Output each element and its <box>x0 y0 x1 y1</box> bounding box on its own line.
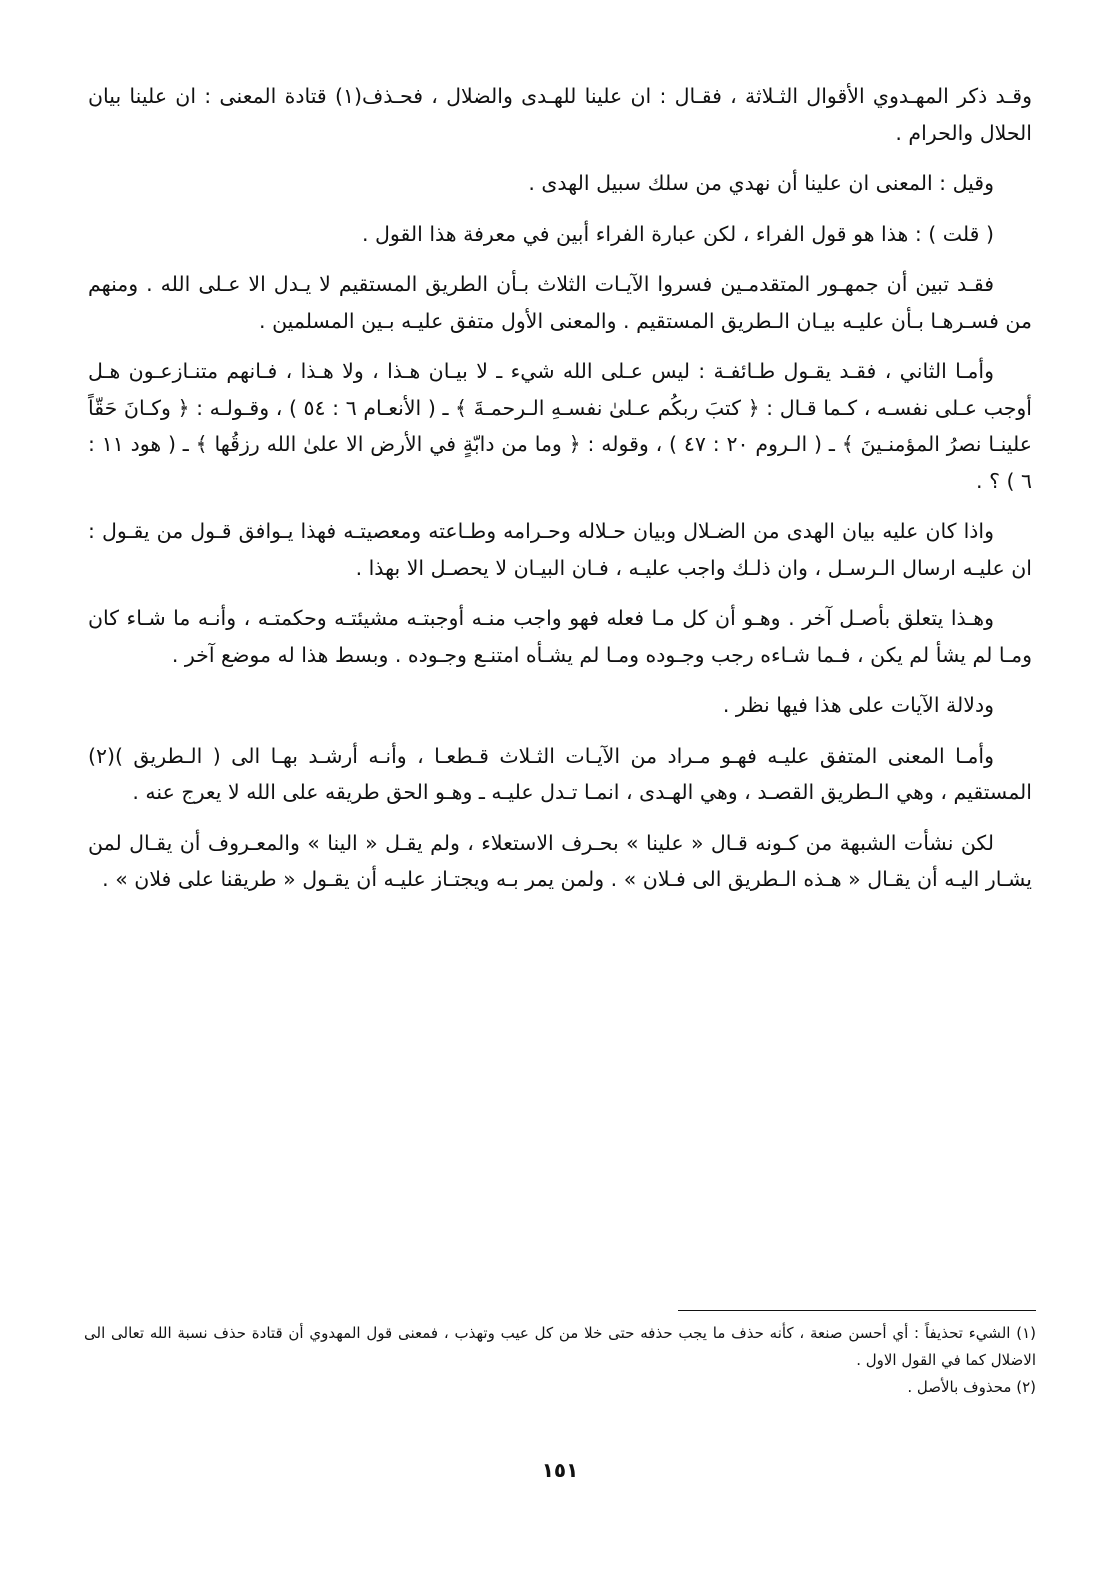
paragraph-1: وقـد ذكر المهـدوي الأقوال الثـلاثة ، فقـال : ان علينا للهـدى والضلال ، فحـذف(١) قتادة المعنى : ان علينا بيان الحلال والحرام . <box>88 84 1032 145</box>
page-number: ١٥١ <box>541 1458 579 1482</box>
main-text <box>88 78 1032 898</box>
paragraph-5: وأمـا الثاني ، فقـد يقـول طـائفـة : ليس عـلى الله شيء ـ لا بيـان هـذا ، ولا هـذا ، فـانهم متنـازعـون هـل أوجب عـلى نفسـه ، كـما قـال : ﴿ كتبَ ربكُم عـلىٰ نفسـهِ الـرحمـةَ ﴾ ـ ( الأنعـام ٦ : ٥٤ ) ، وقـولـه : ﴿ وكـانَ حَقّاً علينـا نصرُ المؤمنـينَ ﴾ ـ ( الـروم ٢٠ : ٤٧ ) ، وقوله : ﴿ وما من دابّةٍ في الأرض الا علىٰ الله رزقُها ﴾ ـ ( هود ١١ : ٦ ) ؟ . <box>88 359 1032 493</box>
paragraph-3: ( قلت ) : هذا هو قول الفراء ، لكن عبارة الفراء أبين في معرفة هذا القول . <box>362 221 994 246</box>
footnotes <box>84 1320 1036 1401</box>
paragraph-7: وهـذا يتعلق بأصـل آخر . وهـو أن كل مـا فعله فهو واجب منـه أوجبتـه مشيئتـه وحكمتـه ، وأنـه ما شـاء كان ومـا لم يشأ لم يكن ، فـما شـاءه رجب وجـوده ومـا لم يشـأه امتنـع وجـوده . وبسط هذا له موضع آخر . <box>88 606 1032 667</box>
paragraph-4: فقـد تبين أن جمهـور المتقدمـين فسروا الآيـات الثلاث بـأن الطريق المستقيم لا يـدل الا عـلى الله . ومنهم من فسـرهـا بـأن عليـه بيـان الـطريق المستقيم . والمعنى الأول متفق عليـه بـين المسلمين . <box>88 272 1032 333</box>
paragraph-9: وأمـا المعنى المتفق عليـه فهـو مـراد من الآيـات الثـلاث قـطعـا ، وأنـه أرشـد بهـا الى ( الـطريق )(٢) المستقيم ، وهي الـطريق القصـد ، وهي الهـدى ، انمـا تـدل عليـه ـ وهـو الحق طريقه على الله لا يعرج عنه . <box>88 743 1032 804</box>
footnote-divider <box>678 1310 1036 1311</box>
paragraph-8: ودلالة الآيات على هذا فيها نظر . <box>722 693 994 717</box>
paragraph-10: لكن نشأت الشبهة من كـونه قـال « علينا » بحـرف الاستعلاء ، ولم يقـل « الينا » والمعـروف أن يقـال لمن يشـار اليـه أن يقـال « هـذه الـطريق الى فـلان » . ولمن يمر بـه ويجتـاز عليـه أن يقـول « طريقنا على فلان » . <box>88 830 1032 891</box>
paragraph-6: واذا كان عليه بيان الهدى من الضـلال وبيان حـلاله وحـرامه وطـاعته ومعصيتـه فهذا يـوافق قـول من يقـول : ان عليـه ارسال الـرسـل ، وان ذلـك واجب عليـه ، فـان البيـان لا يحصـل الا بهذا . <box>88 519 1032 580</box>
footnote-1: (١) الشيء تحذيفاً : أي أحسن صنعة ، كأنه حذف ما يجب حذفه حتى خلا من كل عيب وتهذب ، فمعنى قول المهدوي أن قتادة حذف نسبة الله تعالى الى الاضلال كما في القول الاول . <box>84 1324 1036 1369</box>
paragraph-2: وقيل : المعنى ان علينا أن نهدي من سلك سبيل الهدى . <box>528 171 994 195</box>
footnote-2: (٢) محذوف بالأصل . <box>907 1378 1036 1396</box>
